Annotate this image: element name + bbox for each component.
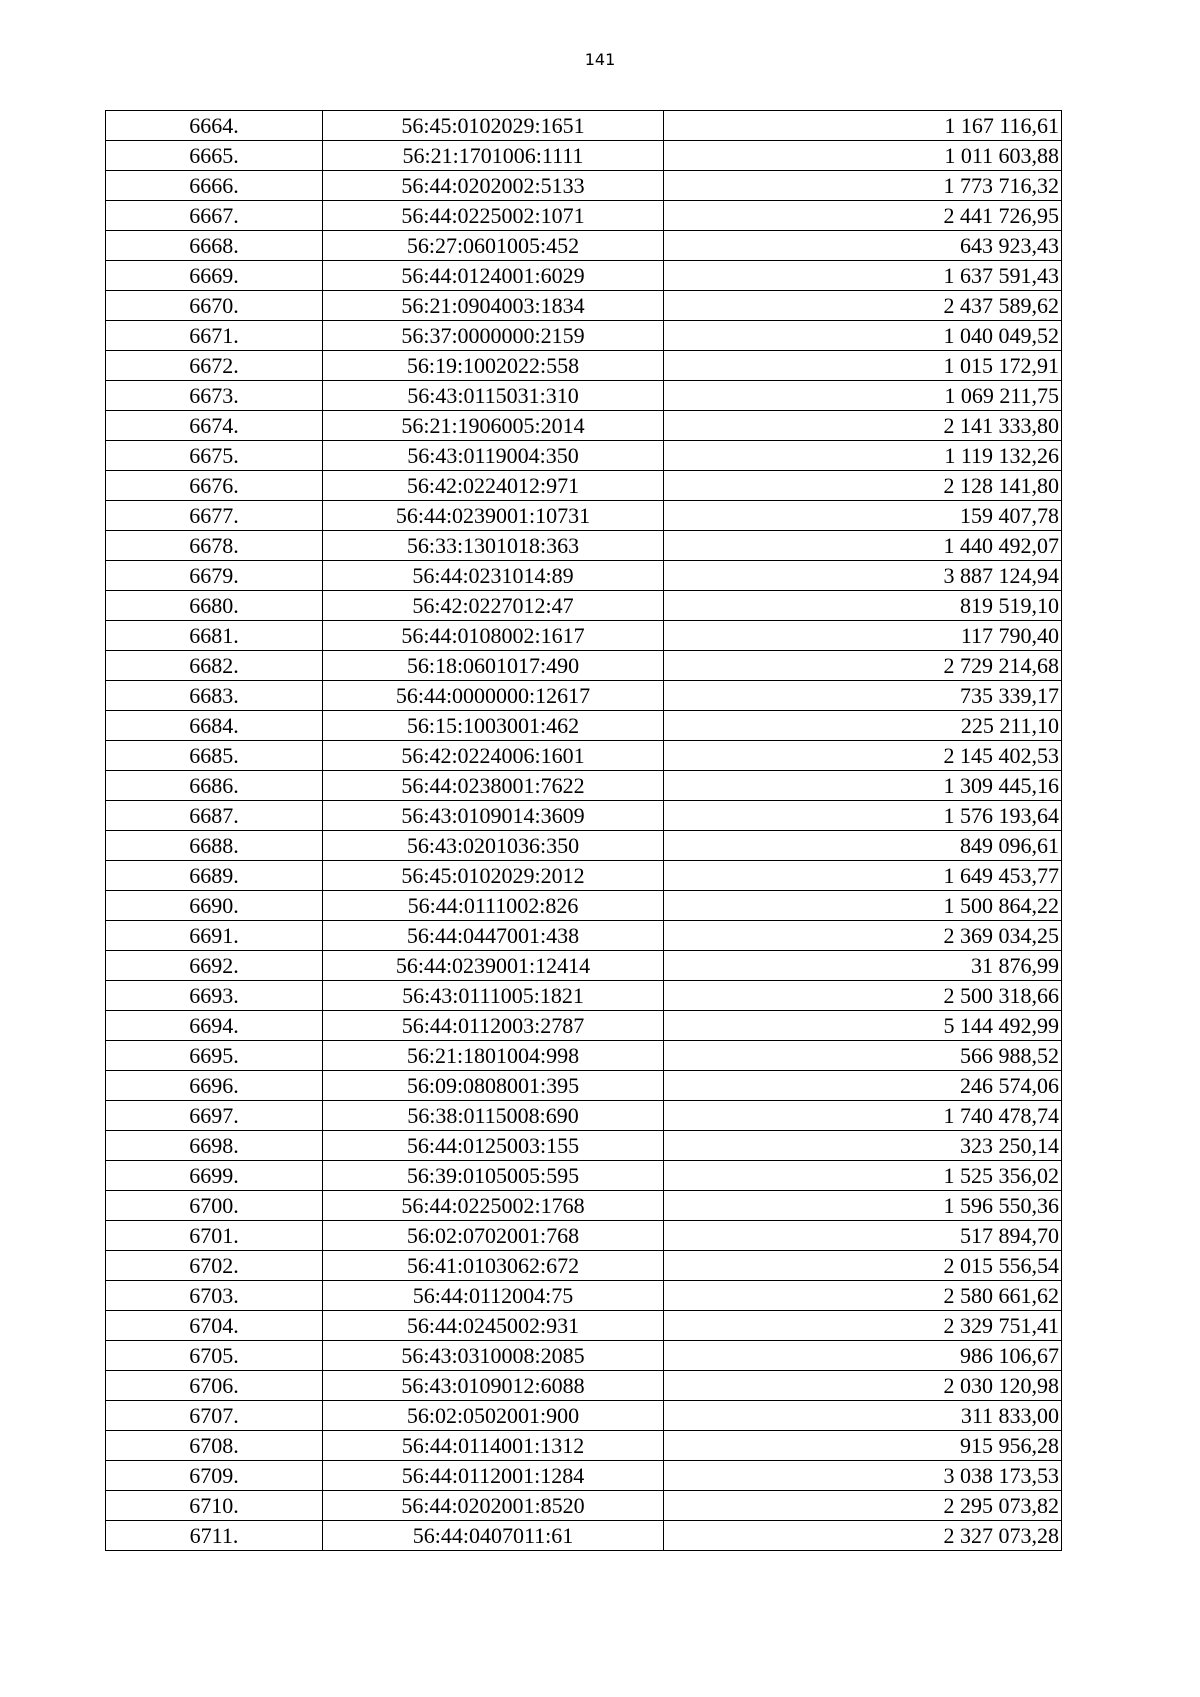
table-row [106,1071,1062,1101]
cadastral-number-cell: 56:42:0227012:47 [323,591,664,621]
table-row [106,1161,1062,1191]
cadastral-number-cell: 56:44:0407011:61 [323,1521,664,1551]
table-row [106,1281,1062,1311]
row-number-cell: 6696. [106,1071,323,1101]
table-row [106,321,1062,351]
row-number-cell: 6709. [106,1461,323,1491]
cadastral-number-cell: 56:45:0102029:1651 [323,111,664,141]
cadastral-number-cell: 56:38:0115008:690 [323,1101,664,1131]
table-row [106,351,1062,381]
table-row [106,1221,1062,1251]
table-row [106,1401,1062,1431]
cadastral-value-cell: 1 309 445,16 [664,771,1062,801]
row-number-cell: 6683. [106,681,323,711]
cadastral-number-cell: 56:27:0601005:452 [323,231,664,261]
cadastral-number-cell: 56:15:1003001:462 [323,711,664,741]
row-number-cell: 6671. [106,321,323,351]
cadastral-number-cell: 56:39:0105005:595 [323,1161,664,1191]
cadastral-value-cell: 1 649 453,77 [664,861,1062,891]
table-row [106,981,1062,1011]
cadastral-value-cell: 643 923,43 [664,231,1062,261]
cadastral-number-cell: 56:44:0202002:5133 [323,171,664,201]
cadastral-number-cell: 56:44:0000000:12617 [323,681,664,711]
table-row [106,1191,1062,1221]
table-row [106,1521,1062,1551]
table-row [106,291,1062,321]
cadastral-number-cell: 56:45:0102029:2012 [323,861,664,891]
cadastral-number-cell: 56:44:0202001:8520 [323,1491,664,1521]
row-number-cell: 6668. [106,231,323,261]
cadastral-number-cell: 56:44:0112003:2787 [323,1011,664,1041]
page-number: 141 [584,50,616,69]
cadastral-number-cell: 56:44:0239001:12414 [323,951,664,981]
cadastral-value-cell: 3 887 124,94 [664,561,1062,591]
row-number-cell: 6685. [106,741,323,771]
table-row [106,201,1062,231]
row-number-cell: 6666. [106,171,323,201]
row-number-cell: 6703. [106,1281,323,1311]
table-row [106,381,1062,411]
row-number-cell: 6711. [106,1521,323,1551]
cadastral-number-cell: 56:44:0112001:1284 [323,1461,664,1491]
table-row [106,651,1062,681]
cadastral-value-cell: 323 250,14 [664,1131,1062,1161]
cadastral-value-cell: 2 295 073,82 [664,1491,1062,1521]
cadastral-value-cell: 2 030 120,98 [664,1371,1062,1401]
row-number-cell: 6699. [106,1161,323,1191]
cadastral-number-cell: 56:43:0201036:350 [323,831,664,861]
cadastral-number-cell: 56:43:0310008:2085 [323,1341,664,1371]
cadastral-value-cell: 1 015 172,91 [664,351,1062,381]
cadastral-value-cell: 1 773 716,32 [664,171,1062,201]
cadastral-value-cell: 849 096,61 [664,831,1062,861]
row-number-cell: 6673. [106,381,323,411]
cadastral-number-cell: 56:44:0225002:1768 [323,1191,664,1221]
cadastral-value-cell: 517 894,70 [664,1221,1062,1251]
table-row [106,1311,1062,1341]
cadastral-value-cell: 31 876,99 [664,951,1062,981]
row-number-cell: 6664. [106,111,323,141]
table-row [106,1431,1062,1461]
table-row [106,951,1062,981]
cadastral-value-cell: 311 833,00 [664,1401,1062,1431]
cadastral-value-cell: 1 596 550,36 [664,1191,1062,1221]
cadastral-number-cell: 56:42:0224012:971 [323,471,664,501]
cadastral-number-cell: 56:44:0125003:155 [323,1131,664,1161]
row-number-cell: 6710. [106,1491,323,1521]
table-row [106,1041,1062,1071]
cadastral-number-cell: 56:44:0124001:6029 [323,261,664,291]
row-number-cell: 6681. [106,621,323,651]
cadastral-number-cell: 56:43:0115031:310 [323,381,664,411]
table-row [106,531,1062,561]
cadastral-number-cell: 56:43:0111005:1821 [323,981,664,1011]
cadastral-value-table [105,110,1062,1551]
row-number-cell: 6680. [106,591,323,621]
cadastral-value-cell: 1 119 132,26 [664,441,1062,471]
cadastral-number-cell: 56:44:0239001:10731 [323,501,664,531]
cadastral-value-cell: 2 128 141,80 [664,471,1062,501]
row-number-cell: 6706. [106,1371,323,1401]
row-number-cell: 6701. [106,1221,323,1251]
cadastral-number-cell: 56:33:1301018:363 [323,531,664,561]
row-number-cell: 6679. [106,561,323,591]
cadastral-value-cell: 2 141 333,80 [664,411,1062,441]
row-number-cell: 6694. [106,1011,323,1041]
row-number-cell: 6676. [106,471,323,501]
cadastral-number-cell: 56:42:0224006:1601 [323,741,664,771]
table-row [106,861,1062,891]
table-row [106,1131,1062,1161]
cadastral-value-cell: 1 740 478,74 [664,1101,1062,1131]
table-row [106,261,1062,291]
row-number-cell: 6672. [106,351,323,381]
cadastral-value-cell: 2 145 402,53 [664,741,1062,771]
row-number-cell: 6695. [106,1041,323,1071]
cadastral-value-cell: 1 525 356,02 [664,1161,1062,1191]
cadastral-number-cell: 56:44:0231014:89 [323,561,664,591]
cadastral-number-cell: 56:41:0103062:672 [323,1251,664,1281]
row-number-cell: 6704. [106,1311,323,1341]
cadastral-value-cell: 159 407,78 [664,501,1062,531]
row-number-cell: 6670. [106,291,323,321]
row-number-cell: 6697. [106,1101,323,1131]
cadastral-number-cell: 56:43:0109012:6088 [323,1371,664,1401]
cadastral-value-cell: 1 167 116,61 [664,111,1062,141]
row-number-cell: 6707. [106,1401,323,1431]
table-row [106,711,1062,741]
cadastral-number-cell: 56:44:0447001:438 [323,921,664,951]
table-row [106,501,1062,531]
table-row [106,681,1062,711]
cadastral-value-cell: 1 040 049,52 [664,321,1062,351]
row-number-cell: 6688. [106,831,323,861]
table-row [106,441,1062,471]
cadastral-number-cell: 56:02:0702001:768 [323,1221,664,1251]
table-row [106,1251,1062,1281]
table-row [106,621,1062,651]
cadastral-number-cell: 56:44:0225002:1071 [323,201,664,231]
cadastral-value-cell: 2 369 034,25 [664,921,1062,951]
cadastral-value-cell: 225 211,10 [664,711,1062,741]
row-number-cell: 6698. [106,1131,323,1161]
cadastral-value-cell: 2 580 661,62 [664,1281,1062,1311]
cadastral-number-cell: 56:21:0904003:1834 [323,291,664,321]
row-number-cell: 6686. [106,771,323,801]
table-row [106,1101,1062,1131]
table-row [106,561,1062,591]
cadastral-number-cell: 56:02:0502001:900 [323,1401,664,1431]
cadastral-value-cell: 246 574,06 [664,1071,1062,1101]
table-row [106,411,1062,441]
cadastral-value-cell: 2 441 726,95 [664,201,1062,231]
cadastral-value-cell: 2 500 318,66 [664,981,1062,1011]
row-number-cell: 6708. [106,1431,323,1461]
table-row [106,591,1062,621]
cadastral-value-cell: 986 106,67 [664,1341,1062,1371]
row-number-cell: 6702. [106,1251,323,1281]
row-number-cell: 6677. [106,501,323,531]
table-body [106,111,1062,1551]
table-row [106,801,1062,831]
row-number-cell: 6700. [106,1191,323,1221]
table-row [106,171,1062,201]
cadastral-value-cell: 2 329 751,41 [664,1311,1062,1341]
table-row [106,771,1062,801]
table-row [106,891,1062,921]
cadastral-number-cell: 56:44:0114001:1312 [323,1431,664,1461]
table-row [106,1461,1062,1491]
cadastral-number-cell: 56:18:0601017:490 [323,651,664,681]
cadastral-number-cell: 56:44:0245002:931 [323,1311,664,1341]
cadastral-number-cell: 56:37:0000000:2159 [323,321,664,351]
table-row [106,1341,1062,1371]
row-number-cell: 6690. [106,891,323,921]
cadastral-number-cell: 56:43:0119004:350 [323,441,664,471]
row-number-cell: 6665. [106,141,323,171]
cadastral-number-cell: 56:43:0109014:3609 [323,801,664,831]
cadastral-number-cell: 56:21:1701006:1111 [323,141,664,171]
cadastral-value-cell: 2 327 073,28 [664,1521,1062,1551]
cadastral-value-cell: 2 015 556,54 [664,1251,1062,1281]
table-row [106,831,1062,861]
cadastral-value-cell: 915 956,28 [664,1431,1062,1461]
row-number-cell: 6705. [106,1341,323,1371]
cadastral-value-cell: 566 988,52 [664,1041,1062,1071]
cadastral-value-cell: 1 637 591,43 [664,261,1062,291]
cadastral-value-cell: 1 069 211,75 [664,381,1062,411]
cadastral-value-cell: 3 038 173,53 [664,1461,1062,1491]
cadastral-number-cell: 56:21:1906005:2014 [323,411,664,441]
cadastral-value-cell: 735 339,17 [664,681,1062,711]
row-number-cell: 6691. [106,921,323,951]
cadastral-number-cell: 56:09:0808001:395 [323,1071,664,1101]
cadastral-value-cell: 1 011 603,88 [664,141,1062,171]
table-row [106,1491,1062,1521]
cadastral-value-cell: 2 729 214,68 [664,651,1062,681]
cadastral-value-cell: 1 440 492,07 [664,531,1062,561]
table-row [106,1011,1062,1041]
table-row [106,1371,1062,1401]
table-row [106,141,1062,171]
row-number-cell: 6687. [106,801,323,831]
cadastral-number-cell: 56:44:0108002:1617 [323,621,664,651]
cadastral-value-cell: 5 144 492,99 [664,1011,1062,1041]
cadastral-value-cell: 1 500 864,22 [664,891,1062,921]
row-number-cell: 6692. [106,951,323,981]
table-row [106,741,1062,771]
row-number-cell: 6667. [106,201,323,231]
row-number-cell: 6682. [106,651,323,681]
table-row [106,471,1062,501]
cadastral-value-cell: 1 576 193,64 [664,801,1062,831]
cadastral-value-cell: 819 519,10 [664,591,1062,621]
cadastral-value-cell: 117 790,40 [664,621,1062,651]
cadastral-number-cell: 56:21:1801004:998 [323,1041,664,1071]
row-number-cell: 6674. [106,411,323,441]
row-number-cell: 6684. [106,711,323,741]
row-number-cell: 6669. [106,261,323,291]
cadastral-number-cell: 56:19:1002022:558 [323,351,664,381]
cadastral-number-cell: 56:44:0111002:826 [323,891,664,921]
row-number-cell: 6675. [106,441,323,471]
cadastral-value-cell: 2 437 589,62 [664,291,1062,321]
row-number-cell: 6678. [106,531,323,561]
row-number-cell: 6689. [106,861,323,891]
cadastral-number-cell: 56:44:0238001:7622 [323,771,664,801]
table-row [106,111,1062,141]
row-number-cell: 6693. [106,981,323,1011]
table-row [106,231,1062,261]
cadastral-number-cell: 56:44:0112004:75 [323,1281,664,1311]
table-row [106,921,1062,951]
